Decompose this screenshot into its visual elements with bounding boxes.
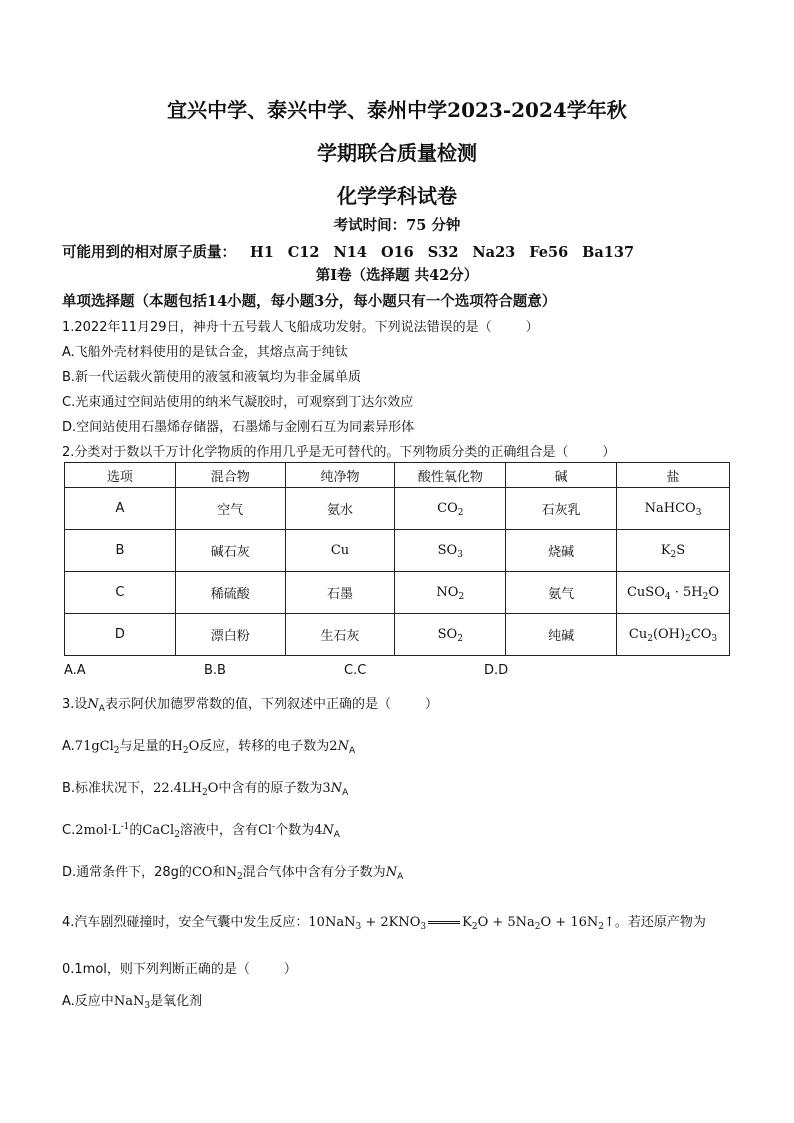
table-cell: D xyxy=(65,614,176,656)
table-cell: 碱石灰 xyxy=(175,530,285,572)
q2-option-a: A.A xyxy=(64,663,86,678)
classification-table xyxy=(64,462,730,656)
table-header-cell: 选项 xyxy=(65,463,176,488)
q3-c-post1: 溶液中，含有 xyxy=(179,823,258,838)
q3-b-post: 中含有的原子数为 xyxy=(218,781,323,796)
atomic-mass-na: Na23 xyxy=(472,244,516,261)
q4-stem-pre: 4.汽车剧烈碰撞时，安全气囊中发生反应： xyxy=(62,915,309,930)
q2-stem xyxy=(62,441,615,460)
q4-stem xyxy=(62,911,706,930)
q3-d-pre: D.通常条件下，28g的 xyxy=(62,865,192,880)
q3-b-o: O xyxy=(207,781,219,796)
atomic-mass-s: S32 xyxy=(427,244,459,261)
table-header-cell: 酸性氧化物 xyxy=(395,463,506,488)
q2-option-d: D.D xyxy=(484,663,509,678)
table-cell: $K_2S$ xyxy=(617,530,730,572)
table-header-cell: 碱 xyxy=(506,463,617,488)
table-cell: $SO_2$ xyxy=(395,614,506,656)
q4-a-pre: A.反应中 xyxy=(62,994,114,1009)
q3-a-pre: A. xyxy=(62,739,75,754)
atomic-mass-h: H1 xyxy=(250,244,274,261)
exam-title-line1: 宜兴中学、泰兴中学、泰州中学2023-2024学年秋 xyxy=(167,98,627,122)
table-cell: C xyxy=(65,572,176,614)
na-symbol: N xyxy=(322,823,334,838)
q1-option-d: D.空间站使用石墨烯存储器，石墨烯与金刚石互为同素异形体 xyxy=(62,420,415,435)
exam-subject-title: 化学学科试卷 xyxy=(337,184,457,208)
q4-stem-line2 xyxy=(62,958,297,977)
table-cell: NaHCO$_3$ xyxy=(617,488,730,530)
q3-c-mid: 的 xyxy=(129,823,143,838)
table-header-cell: 混合物 xyxy=(175,463,285,488)
q3-b-vol: 22.4LH xyxy=(153,781,202,796)
section-instruction: 单项选择题（本题包括14小题，每小题3分，每小题只有一个选项符合题意） xyxy=(62,293,557,310)
q3-c-conc: 2mol·L xyxy=(75,823,121,838)
q3-a-o: O xyxy=(188,739,200,754)
q3-d-post: 混合气体中含有分子数为 xyxy=(242,865,386,880)
q3-b-coef: 3 xyxy=(322,781,331,796)
atomic-mass-c: C12 xyxy=(287,244,320,261)
na-symbol: N xyxy=(330,781,343,796)
table-cell: $Cu_2(OH)_2CO_3$ xyxy=(617,614,730,656)
exam-title-line2: 学期联合质量检测 xyxy=(317,141,477,165)
q3-c-coef: 4 xyxy=(314,823,323,838)
q4-a-post: 是氧化剂 xyxy=(150,994,203,1009)
table-cell: $CO_2$ xyxy=(395,488,506,530)
atomic-mass-fe: Fe56 xyxy=(529,244,569,261)
q3-option-a: A.71gCl$_2$与足量的$H_2O$反应，转移的电子数为$2N_A$ xyxy=(62,739,356,756)
atomic-mass-label: 可能用到的相对原子质量： xyxy=(62,244,236,261)
table-header-cell: 纯净物 xyxy=(285,463,395,488)
atomic-mass-o: O16 xyxy=(380,244,414,261)
q3-d-co: CO xyxy=(191,865,213,880)
q2-option-c: C.C xyxy=(344,663,367,678)
table-header-cell: 盐 xyxy=(617,463,730,488)
q1-stem-text: 1.2022年11月29日，神舟十五号载人飞船成功发射。下列说法错误的是（ xyxy=(62,320,492,335)
q1-option-a: A.飞船外壳材料使用的是钛合金，其熔点高于纯钛 xyxy=(62,345,348,360)
q3-c-exp: -1 xyxy=(120,822,130,832)
exam-time: 考试时间：75 分钟 xyxy=(333,217,461,234)
atomic-mass-ba: Ba137 xyxy=(582,244,635,261)
q3-c-pre: C. xyxy=(62,823,76,838)
q3-a-h2o: H xyxy=(171,739,183,754)
q2-stem-close: ） xyxy=(602,445,616,460)
q3-d-mid: 和 xyxy=(212,865,226,880)
q4-a-formula: NaN$_3$ xyxy=(113,994,151,1011)
q3-a-coef: 2 xyxy=(329,739,338,754)
atomic-mass-n: N14 xyxy=(333,244,367,261)
q3-c-salt: CaCl xyxy=(142,823,175,838)
table-cell: 氨水 xyxy=(285,488,395,530)
q3-stem-pre: 3.设 xyxy=(62,697,88,712)
table-cell: $SO_3$ xyxy=(395,530,506,572)
q3-a-post: 反应，转移的电子数为 xyxy=(199,739,330,754)
q3-option-b: B.标准状况下，$22.4LH_2O$中含有的原子数为$3N_A$ xyxy=(62,781,349,798)
q3-c-ion: Cl xyxy=(257,823,273,838)
na-subscript: A xyxy=(348,746,356,756)
q3-c-ion-charge: - xyxy=(272,822,276,832)
table-row xyxy=(65,488,730,530)
table-cell: 空气 xyxy=(175,488,285,530)
table-cell: 漂白粉 xyxy=(175,614,285,656)
q1-stem-close: ） xyxy=(525,320,539,335)
q1-option-b: B.新一代运载火箭使用的液氢和液氧均为非金属单质 xyxy=(62,370,362,385)
table-cell: 纯碱 xyxy=(506,614,617,656)
table-cell: $NO_2$ xyxy=(395,572,506,614)
table-cell: 氨气 xyxy=(506,572,617,614)
q3-a-mass: 71g xyxy=(74,739,100,754)
q3-a-mid: 与足量的 xyxy=(119,739,172,754)
q3-option-c: $C.2mol\cdot L^{-1}$的CaCl$_2$溶液中，含有Cl-个数为$4N_A$ xyxy=(62,822,340,840)
table-row xyxy=(65,572,730,614)
table-cell: 烧碱 xyxy=(506,530,617,572)
q2-option-b: B.B xyxy=(204,663,226,678)
table-cell: Cu xyxy=(285,530,395,572)
q1-option-c: C.光束通过空间站使用的纳米气凝胶时，可观察到丁达尔效应 xyxy=(62,395,414,410)
na-symbol: N xyxy=(87,697,99,712)
na-subscript: A xyxy=(333,830,340,840)
na-subscript: A xyxy=(397,872,404,882)
q3-option-d: D.通常条件下，28g的CO和$N_2$混合气体中含有分子数为$N_A$ xyxy=(62,865,404,882)
q3-stem-post: 表示阿伏加德罗常数的值，下列叙述中正确的是（ xyxy=(104,697,391,712)
q3-d-n2: N xyxy=(225,865,237,880)
table-cell: A xyxy=(65,488,176,530)
na-symbol: N xyxy=(337,739,349,754)
reaction-equation: $10NaN_3 + 2KNO_3$ $K_2O + 5Na_2O$ + $16N_2↑$ xyxy=(308,915,615,932)
table-cell: B xyxy=(65,530,176,572)
q4-stem-close: ） xyxy=(283,962,297,977)
section-title: 第Ⅰ卷（选择题 共42分） xyxy=(315,267,479,284)
q4-stem-post: 。若还原产物为 xyxy=(614,915,706,930)
na-symbol: N xyxy=(385,865,398,880)
table-cell: 石灰乳 xyxy=(506,488,617,530)
table-cell: 石墨 xyxy=(285,572,395,614)
q4-line2-text: 0.1mol，则下列判断正确的是（ xyxy=(62,962,250,977)
table-cell: 生石灰 xyxy=(285,614,395,656)
q2-stem-text: 2.分类对于数以千万计化学物质的作用几乎是无可替代的。下列物质分类的正确组合是（ xyxy=(62,445,569,460)
q3-stem-close: ） xyxy=(424,697,438,712)
na-subscript: A xyxy=(98,704,105,714)
na-subscript: A xyxy=(342,788,349,798)
q4-option-a xyxy=(62,990,202,1009)
table-row xyxy=(65,614,730,656)
atomic-mass-line xyxy=(62,241,634,262)
q3-stem xyxy=(62,693,438,712)
table-cell: CuSO$_4$ · $5H_2O$ xyxy=(617,572,730,614)
q1-stem xyxy=(62,316,539,335)
q3-c-post2: 个数为 xyxy=(275,823,315,838)
table-header-row xyxy=(65,463,730,488)
table-cell: 稀硫酸 xyxy=(175,572,285,614)
table-row xyxy=(65,530,730,572)
q3-a-formula: Cl xyxy=(99,739,114,754)
q3-b-pre: B.标准状况下， xyxy=(62,781,154,796)
